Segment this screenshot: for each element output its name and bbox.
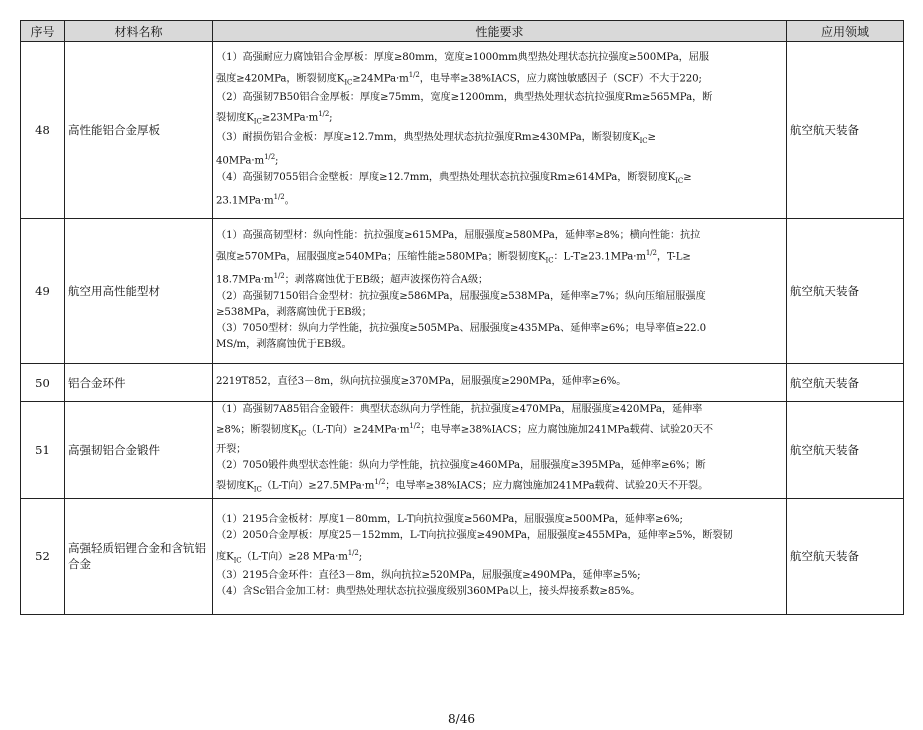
table-row <box>21 219 904 364</box>
application-field: 航空航天装备 <box>787 364 904 402</box>
application-field: 航空航天装备 <box>787 42 904 219</box>
requirement-line: （1）高强韧7A85铝合金锻件：典型状态纵向力学性能，抗拉强度≥470MPa，屈服强度≥420MPa，延伸率 <box>216 404 703 415</box>
requirement-line: （2）2050合金厚板：厚度25－152mm，L-T向抗拉强度≥490MPa，屈服强度≥455MPa，延伸率≥5%，断裂韧 <box>216 530 733 542</box>
requirement-line: MS/m，剥落腐蚀优于EB级。 <box>216 339 352 351</box>
requirement-line: $18.7MPa\cdot m^{1/2}$；剥落腐蚀优于EB级；超声波探伤符合A级； <box>216 272 489 286</box>
requirement-line: （1）2195合金板材：厚度1－80mm，L-T向抗拉强度≥560MPa，屈服强度≥500MPa，延伸率≥6%; <box>216 514 683 526</box>
requirement-line: （3）7050型材：纵向力学性能，抗拉强度≥505MPa、屈服强度≥435MPa、延伸率≥6%；电导率值≥22.0 <box>216 323 707 335</box>
requirement-line: ≥8%；断裂韧度$K_{IC}(L-T$向）$\ge 24MPa\cdot m^{1/2}$；电导率≥38%IACS；应力腐蚀施加241MPa载荷、试验20天不 <box>216 422 713 438</box>
table-row <box>21 42 904 219</box>
requirement-line: （1）高强高韧型材：纵向性能：抗拉强度≥615MPa，屈服强度≥580MPa，延伸率≥8%；横向性能：抗拉 <box>216 230 701 242</box>
requirements-cell <box>213 402 787 499</box>
table-header-row <box>21 21 904 42</box>
row-number: 48 <box>21 42 65 219</box>
row-number: 51 <box>21 402 65 499</box>
row-number: 49 <box>21 219 65 364</box>
row-number: 52 <box>21 498 65 614</box>
requirement-line: （3）耐损伤铝合金板：厚度≥12.7mm，典型热处理状态抗拉强度Rm≥430MPa，断裂韧度$K_{IC}\ge$ <box>216 132 656 146</box>
requirement-line: ≥538MPa，剥落腐蚀优于EB级； <box>216 307 372 318</box>
requirement-line: $40MPa\cdot m^{1/2}$; <box>216 153 279 167</box>
requirement-line: 2219T852，直径3－8m，纵向抗拉强度≥370MPa，屈服强度≥290MPa，延伸率≥6%。 <box>216 376 627 388</box>
material-name: 高强轻质铝锂合金和含钪铝合金 <box>65 498 213 614</box>
material-name: 高性能铝合金厚板 <box>65 42 213 219</box>
table-row <box>21 498 904 614</box>
application-field: 航空航天装备 <box>787 498 904 614</box>
requirements-cell <box>213 42 787 219</box>
requirement-line: 裂韧度$K_{IC}\ge 23MPa\cdot m^{1/2}$; <box>216 110 333 126</box>
row-number: 50 <box>21 364 65 402</box>
application-field: 航空航天装备 <box>787 402 904 499</box>
material-name: 铝合金环件 <box>65 364 213 402</box>
requirement-line: （1）高强耐应力腐蚀铝合金厚板：厚度≥80mm，宽度≥1000mm典型热处理状态抗拉强度≥500MPa，屈服 <box>216 52 709 64</box>
requirement-line: （4）高强韧7055铝合金壁板：厚度≥12.7mm，典型热处理状态抗拉强度Rm≥614MPa，断裂韧度$K_{IC}\ge$ <box>216 171 692 185</box>
header-no: 序号 <box>21 21 65 42</box>
requirement-line: $23.1MPa\cdot m^{1/2}$。 <box>216 193 295 207</box>
requirement-line: 度$K_{IC}(L-T$向）≥28 $MPa\cdot m^{1/2}$; <box>216 548 363 564</box>
requirement-line: （2）7050锻件典型状态性能：纵向力学性能，抗拉强度≥460MPa，屈服强度≥395MPa，延伸率≥6%；断 <box>216 460 706 472</box>
header-field: 应用领域 <box>787 21 904 42</box>
requirement-line: （2）高强韧7B50铝合金厚板：厚度≥75mm，宽度≥1200mm，典型热处理状态抗拉强度Rm≥565MPa，断 <box>216 92 713 104</box>
table-row <box>21 402 904 499</box>
requirement-line: 强度≥570MPa，屈服强度≥540MPa；压缩性能≥580MPa；断裂韧度$K_{IC}$：$L-T\ge 23.1MPa\cdot m^{1/2}$，T-L≥ <box>216 248 691 264</box>
requirement-line: （3）2195合金环件：直径3－8m，纵向抗拉≥520MPa，屈服强度≥490MPa，延伸率≥5%; <box>216 570 641 582</box>
requirement-line: 裂韧度$K_{IC}(L-T$向）$\ge 27.5MPa\cdot m^{1/2}$；电导率≥38%IACS；应力腐蚀施加241MPa载荷、试验20天不开裂。 <box>216 478 709 494</box>
materials-table <box>20 20 904 615</box>
requirements-cell <box>213 364 787 402</box>
header-requirements: 性能要求 <box>213 21 787 42</box>
requirements-cell <box>213 219 787 364</box>
requirement-line: 强度≥420MPa，断裂韧度$K_{IC}\ge 24MPa\cdot m^{1/2}$，电导率≥38%IACS，应力腐蚀敏感因子（SCF）不大于220; <box>216 70 702 86</box>
requirement-line: （2）高强韧7150铝合金型材：抗拉强度≥586MPa，屈服强度≥538MPa，延伸率≥7%；纵向压缩屈服强度 <box>216 290 706 302</box>
material-name: 航空用高性能型材 <box>65 219 213 364</box>
requirement-line: （4）含Sc铝合金加工材：典型热处理状态抗拉强度级别360MPa以上，接头焊接系数≥85%。 <box>216 586 641 598</box>
table-row <box>21 364 904 402</box>
requirement-line: 开裂； <box>216 443 247 455</box>
requirements-cell <box>213 498 787 614</box>
material-name: 高强韧铝合金锻件 <box>65 402 213 499</box>
application-field: 航空航天装备 <box>787 219 904 364</box>
header-name: 材料名称 <box>65 21 213 42</box>
page-number: 8/46 <box>448 712 475 726</box>
